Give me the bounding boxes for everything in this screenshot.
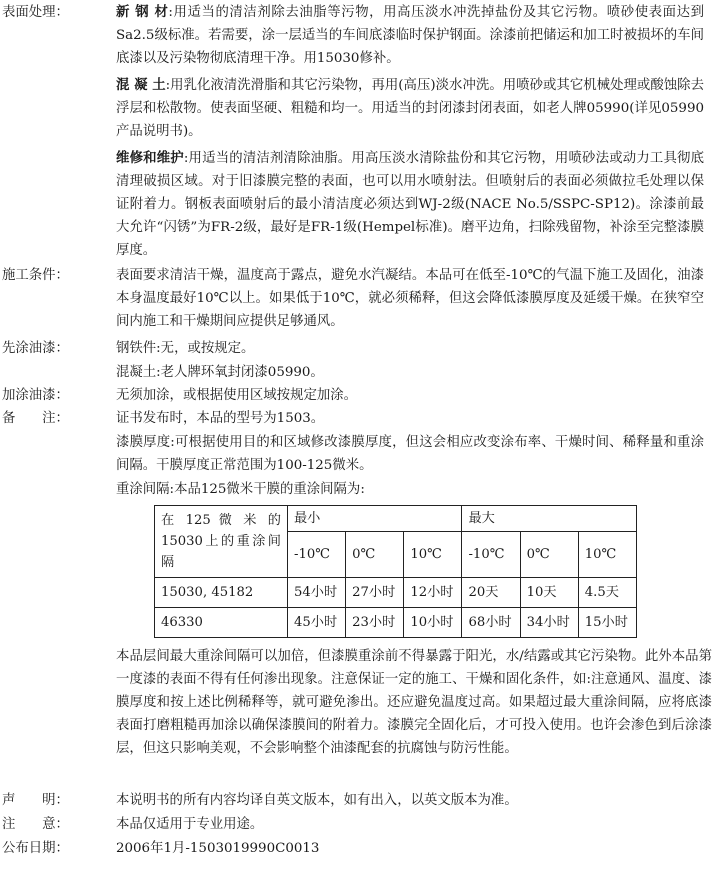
statement-text: 本说明书的所有内容均译自英文版本，如有出入，以英文版本为准。 (116, 793, 518, 808)
subsequent-text: 无须加涂，或根据使用区域按规定加涂。 (116, 388, 358, 403)
surface-content (116, 1, 704, 262)
maint-text: :用适当的清洁剂清除油脂。用高压淡水清除盐份和其它污物，用喷砂法或动力工具彻底清理破损区域。对于旧漆膜完整的表面，也可以用水喷射法。但喷射后的表面必须做拉毛处理以保证附着力。钢板表面喷射后的最小清洁度必须达到WJ-2级(NACE No.5/SSPC-SP12)。涂漆前最大允许“闪锈”为FR-2级，最好是FR-1级(Hempel标准)。磨平边角，扫除残留物，补涂至完整漆膜厚度。 (116, 151, 705, 258)
table-value-cell: 45小时 (288, 608, 346, 638)
table-temp-cell: -10℃ (462, 532, 520, 578)
application-content (116, 264, 704, 333)
table-temp-cell: 10℃ (578, 532, 636, 578)
table-value-cell: 15小时 (578, 608, 636, 638)
statement-content (116, 789, 704, 812)
subsequent-content (116, 384, 704, 407)
section-label-previous: 先涂油漆： (2, 341, 69, 356)
table-value-cell: 68小时 (462, 608, 520, 638)
remarks-after-table (116, 645, 712, 760)
table-max-header: 最大 (462, 506, 637, 532)
table-temp-cell: 0℃ (520, 532, 578, 578)
table-temp-cell: 0℃ (346, 532, 404, 578)
table-header-row (155, 506, 637, 532)
note-text: 本品仅适用于专业用途。 (116, 817, 264, 832)
section-label-subsequent: 加涂油漆： (2, 388, 69, 403)
surface-steel-paragraph (116, 1, 704, 70)
table-value-cell: 4.5天 (578, 578, 636, 608)
concrete-text: :用乳化液清洗滑脂和其它污染物，再用(高压)淡水冲洗。用喷砂或其它机械处理或酸蚀除去浮层和松散物。使表面坚硬、粗糙和均一。用适当的封闭漆封闭表面，如老人牌05990(详见05990产品说明书)。 (116, 78, 704, 139)
table-row (155, 578, 637, 608)
section-label-remarks: 备 注： (2, 411, 69, 426)
table-min-header: 最小 (288, 506, 462, 532)
table-value-cell: 23小时 (346, 608, 404, 638)
table-temp-cell: -10℃ (288, 532, 346, 578)
table-value-cell: 54小时 (288, 578, 346, 608)
remarks-content (116, 407, 704, 501)
table-value-cell: 12小时 (404, 578, 462, 608)
remarks-cert: 证书发布时，本品的型号为1503。 (116, 411, 325, 426)
note-content (116, 813, 704, 836)
published-content (116, 837, 704, 860)
table-product-cell: 46330 (155, 608, 288, 638)
steel-title: 新 钢 材 (116, 4, 169, 20)
section-label-surface: 表面处理： (2, 5, 69, 20)
section-label-note: 注 意： (2, 817, 69, 832)
table-value-cell: 34小时 (520, 608, 578, 638)
table-value-cell: 10天 (520, 578, 578, 608)
section-label-statement: 声 明： (2, 793, 69, 808)
surface-maint-paragraph (116, 147, 704, 262)
previous-content (116, 337, 704, 384)
concrete-title: 混 凝 土 (116, 77, 166, 93)
maint-title: 维修和维护 (116, 150, 184, 166)
remarks-interval-intro: 重涂间隔:本品125微米干膜的重涂间隔为: (116, 482, 365, 497)
previous-steel: 钢铁件:无，或按规定。 (116, 341, 255, 356)
table-value-cell: 10小时 (404, 608, 462, 638)
table-value-cell: 20天 (462, 578, 520, 608)
table-value-cell: 27小时 (346, 578, 404, 608)
table-row (155, 608, 637, 638)
remarks-thickness: 漆膜厚度:可根据使用目的和区域修改漆膜厚度，但这会相应改变涂布率、干燥时间、稀释量和重涂间隔。干膜厚度正常范围为100-125微米。 (116, 435, 704, 473)
section-label-published: 公布日期： (2, 841, 69, 856)
table-product-cell: 15030, 45182 (155, 578, 288, 608)
table-corner-cell: 在 125 微 米 的 15030上的重涂间隔 (155, 506, 288, 578)
previous-concrete: 混凝土:老人牌环氧封闭漆05990。 (116, 365, 324, 380)
section-label-application: 施工条件： (2, 268, 69, 283)
remarks-after-text: 本品层间最大重涂间隔可以加倍，但漆膜重涂前不得暴露于阳光，水/结露或其它污染物。此外本品第一度漆的表面不得有任何渗出现象。注意保证一定的施工、干燥和固化条件，如:注意通风、温度、漆膜厚度和按上述比例稀释等，就可避免渗出。还应避免温度过高。如果超过最大重涂间隔，应将底漆表面打磨粗糙再加涂以确保漆膜间的附着力。漆膜完全固化后，才可投入使用。也许会渗色到后涂漆层，但这只影响美观，不会影响整个油漆配套的抗腐蚀与防污性能。 (116, 649, 712, 756)
surface-concrete-paragraph (116, 74, 704, 143)
application-text: 表面要求清洁干燥，温度高于露点，避免水汽凝结。本品可在低至-10℃的气温下施工及固化，油漆本身温度最好10℃以上。如果低于10℃，就必须稀释，但这会降低漆膜厚度及延缓干燥。在狭窄空间内施工和干燥期间应提供足够通风。 (116, 268, 704, 329)
recoat-interval-table (154, 505, 637, 638)
steel-text: :用适当的清洁剂除去油脂等污物，用高压淡水冲洗掉盐份及其它污物。喷砂使表面达到Sa2.5级标准。若需要，涂一层适当的车间底漆临时保护钢面。涂漆前把储运和加工时被损坏的车间底漆以及污染物彻底清理干净。用15030修补。 (116, 5, 704, 66)
published-text: 2006年1月-1503019990C0013 (116, 841, 320, 856)
table-temp-cell: 10℃ (404, 532, 462, 578)
